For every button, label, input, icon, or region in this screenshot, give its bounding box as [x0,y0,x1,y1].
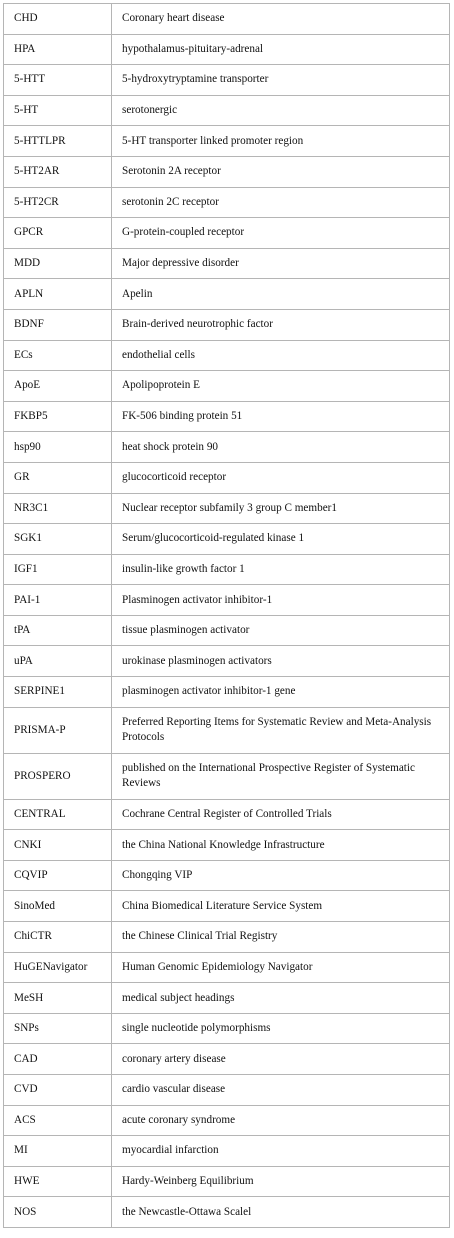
table-row [4,646,450,677]
table-row [4,432,450,463]
table-row [4,218,450,249]
definition-cell: Human Genomic Epidemiology Navigator [112,952,450,983]
definition-cell: China Biomedical Literature Service System [112,891,450,922]
abbreviation-cell: uPA [4,646,112,677]
abbreviation-cell: 5-HT2CR [4,187,112,218]
table-row [4,1075,450,1106]
definition-cell: coronary artery disease [112,1044,450,1075]
table-row [4,860,450,891]
abbreviation-cell: ApoE [4,371,112,402]
abbreviation-cell: SGK1 [4,524,112,555]
abbreviation-cell: GR [4,462,112,493]
table-row [4,1166,450,1197]
definition-cell: published on the International Prospective Register of Systematic Reviews [112,753,450,799]
definition-cell: acute coronary syndrome [112,1105,450,1136]
table-row [4,34,450,65]
definition-cell: FK-506 binding protein 51 [112,401,450,432]
definition-cell: Apolipoprotein E [112,371,450,402]
abbreviation-cell: PAI-1 [4,585,112,616]
definition-cell: tissue plasminogen activator [112,615,450,646]
table-row [4,462,450,493]
definition-cell: Nuclear receptor subfamily 3 group C member1 [112,493,450,524]
definition-cell: Serotonin 2A receptor [112,156,450,187]
abbreviation-cell: NR3C1 [4,493,112,524]
definition-cell: Brain-derived neurotrophic factor [112,309,450,340]
definition-cell: single nucleotide polymorphisms [112,1013,450,1044]
table-row [4,126,450,157]
table-row [4,615,450,646]
definition-cell: Major depressive disorder [112,248,450,279]
table-row [4,830,450,861]
abbreviation-cell: CQVIP [4,860,112,891]
abbreviation-table [3,3,450,1228]
abbreviation-cell: ECs [4,340,112,371]
abbreviation-cell: 5-HTT [4,65,112,96]
abbreviation-table-body [4,4,450,1228]
table-row [4,922,450,953]
definition-cell: urokinase plasminogen activators [112,646,450,677]
definition-cell: Preferred Reporting Items for Systematic Review and Meta-Analysis Protocols [112,707,450,753]
abbreviation-cell: SinoMed [4,891,112,922]
abbreviation-cell: hsp90 [4,432,112,463]
abbreviation-cell: NOS [4,1197,112,1228]
table-row [4,677,450,708]
definition-cell: myocardial infarction [112,1136,450,1167]
table-row [4,1013,450,1044]
abbreviation-cell: APLN [4,279,112,310]
definition-cell: heat shock protein 90 [112,432,450,463]
table-row [4,753,450,799]
definition-cell: insulin-like growth factor 1 [112,554,450,585]
table-row [4,891,450,922]
abbreviation-cell: FKBP5 [4,401,112,432]
definition-cell: the China National Knowledge Infrastructure [112,830,450,861]
abbreviation-cell: CHD [4,4,112,35]
abbreviation-cell: HuGENavigator [4,952,112,983]
definition-cell: serotonergic [112,95,450,126]
table-row [4,1044,450,1075]
table-row [4,4,450,35]
abbreviation-cell: ChiCTR [4,922,112,953]
table-row [4,983,450,1014]
table-row [4,65,450,96]
definition-cell: Chongqing VIP [112,860,450,891]
table-row [4,309,450,340]
table-row [4,95,450,126]
abbreviation-cell: GPCR [4,218,112,249]
table-row [4,1197,450,1228]
definition-cell: plasminogen activator inhibitor-1 gene [112,677,450,708]
table-row [4,187,450,218]
definition-cell: G-protein-coupled receptor [112,218,450,249]
abbreviation-cell: CAD [4,1044,112,1075]
table-row [4,585,450,616]
definition-cell: 5-hydroxytryptamine transporter [112,65,450,96]
table-row [4,279,450,310]
definition-cell: the Newcastle-Ottawa Scalel [112,1197,450,1228]
definition-cell: 5-HT transporter linked promoter region [112,126,450,157]
definition-cell: Apelin [112,279,450,310]
abbreviation-cell: 5-HT [4,95,112,126]
abbreviation-cell: SNPs [4,1013,112,1044]
abbreviation-cell: CENTRAL [4,799,112,830]
abbreviation-cell: HPA [4,34,112,65]
table-row [4,1105,450,1136]
abbreviation-cell: tPA [4,615,112,646]
abbreviation-cell: CVD [4,1075,112,1106]
abbreviation-cell: IGF1 [4,554,112,585]
definition-cell: Hardy-Weinberg Equilibrium [112,1166,450,1197]
table-row [4,371,450,402]
abbreviation-cell: ACS [4,1105,112,1136]
table-row [4,799,450,830]
abbreviation-cell: BDNF [4,309,112,340]
table-row [4,707,450,753]
abbreviation-cell: SERPINE1 [4,677,112,708]
definition-cell: Plasminogen activator inhibitor-1 [112,585,450,616]
abbreviation-cell: MDD [4,248,112,279]
abbreviation-cell: PROSPERO [4,753,112,799]
definition-cell: Cochrane Central Register of Controlled Trials [112,799,450,830]
abbreviation-cell: 5-HTTLPR [4,126,112,157]
definition-cell: Serum/glucocorticoid-regulated kinase 1 [112,524,450,555]
table-row [4,524,450,555]
table-row [4,1136,450,1167]
table-row [4,493,450,524]
definition-cell: endothelial cells [112,340,450,371]
abbreviation-cell: MeSH [4,983,112,1014]
definition-cell: medical subject headings [112,983,450,1014]
abbreviation-cell: PRISMA-P [4,707,112,753]
table-row [4,340,450,371]
table-row [4,554,450,585]
table-row [4,248,450,279]
definition-cell: serotonin 2C receptor [112,187,450,218]
definition-cell: glucocorticoid receptor [112,462,450,493]
abbreviation-cell: HWE [4,1166,112,1197]
definition-cell: the Chinese Clinical Trial Registry [112,922,450,953]
abbreviation-cell: CNKI [4,830,112,861]
abbreviation-cell: MI [4,1136,112,1167]
definition-cell: cardio vascular disease [112,1075,450,1106]
definition-cell: Coronary heart disease [112,4,450,35]
table-row [4,401,450,432]
table-row [4,952,450,983]
abbreviation-cell: 5-HT2AR [4,156,112,187]
table-row [4,156,450,187]
definition-cell: hypothalamus-pituitary-adrenal [112,34,450,65]
